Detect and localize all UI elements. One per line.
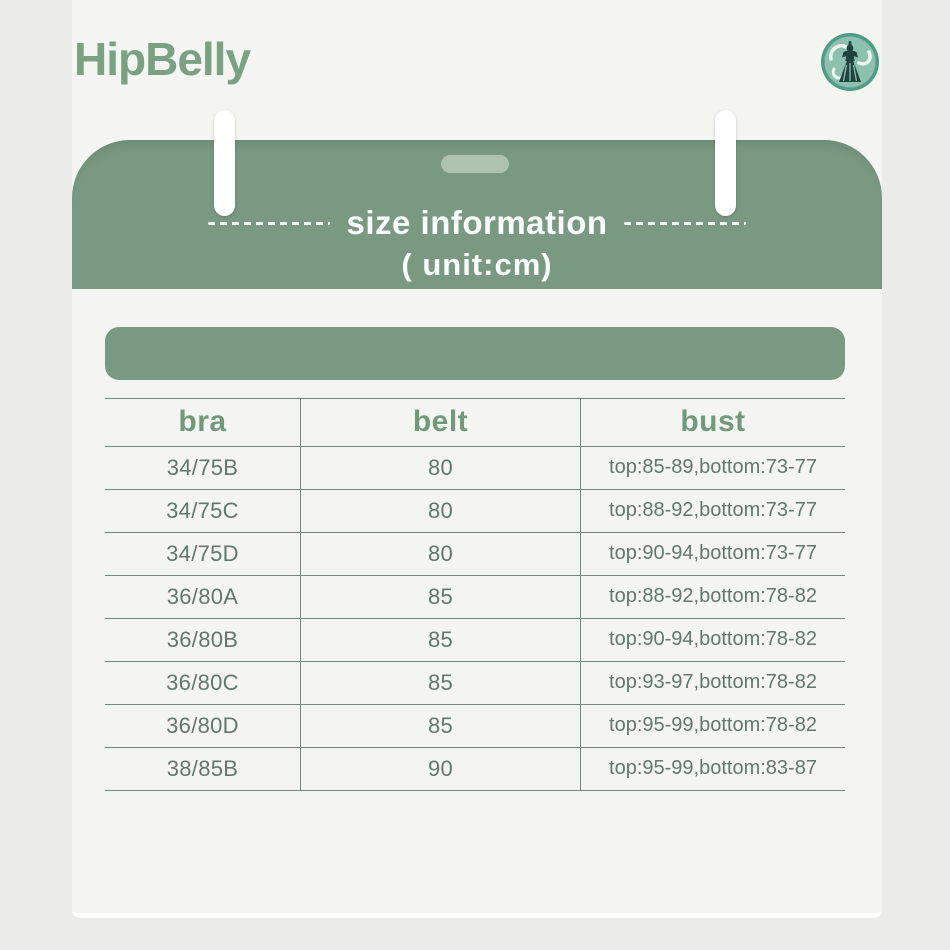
table-body (105, 447, 845, 791)
column-header-bust: bust (680, 405, 746, 439)
table-cell: 36/80B (105, 619, 301, 661)
banner-strap-right (715, 110, 736, 216)
table-cell: 80 (301, 533, 581, 575)
table-cell: 85 (301, 662, 581, 704)
table-row (105, 447, 845, 490)
table-header-row (105, 398, 845, 447)
brand-logo: HipBelly (74, 33, 251, 85)
brand-emblem-icon (820, 32, 880, 92)
column-header-bra: bra (105, 399, 301, 446)
table-row (105, 533, 845, 576)
size-table (105, 398, 845, 791)
table-cell: 34/75C (105, 490, 301, 532)
table-cell: top:95-99,bottom:83-87 (609, 757, 817, 779)
table-cell: 85 (301, 576, 581, 618)
table-cell: 38/85B (105, 748, 301, 790)
table-cell: 36/80C (105, 662, 301, 704)
table-row (105, 662, 845, 705)
table-cell: 85 (301, 619, 581, 661)
table-cell: 85 (301, 705, 581, 747)
unit-label: ( unit:cm) (401, 247, 553, 282)
table-row (105, 619, 845, 662)
dashed-line-right (624, 222, 746, 225)
banner-title-row (72, 204, 882, 242)
column-header-belt: belt (301, 399, 581, 446)
table-cell: top:90-94,bottom:73-77 (609, 542, 817, 564)
table-row (105, 705, 845, 748)
table-cell: top:88-92,bottom:78-82 (609, 585, 817, 607)
table-row (105, 576, 845, 619)
table-top-bar (105, 327, 845, 380)
table-cell: 90 (301, 748, 581, 790)
table-row (105, 490, 845, 533)
table-cell: top:95-99,bottom:78-82 (609, 714, 817, 736)
table-cell: top:93-97,bottom:78-82 (609, 671, 817, 693)
table-cell: 36/80A (105, 576, 301, 618)
dashed-line-left (208, 222, 330, 225)
banner-title: size information (346, 204, 608, 241)
table-cell: top:85-89,bottom:73-77 (609, 456, 817, 478)
table-cell: 80 (301, 447, 581, 489)
table-cell: 80 (301, 490, 581, 532)
table-row (105, 748, 845, 791)
table-cell: 36/80D (105, 705, 301, 747)
table-cell: 34/75D (105, 533, 301, 575)
table-cell: top:90-94,bottom:78-82 (609, 628, 817, 650)
table-cell: top:88-92,bottom:73-77 (609, 499, 817, 521)
banner-handle-pill (441, 155, 509, 173)
banner-strap-left (214, 110, 235, 216)
table-cell: 34/75B (105, 447, 301, 489)
